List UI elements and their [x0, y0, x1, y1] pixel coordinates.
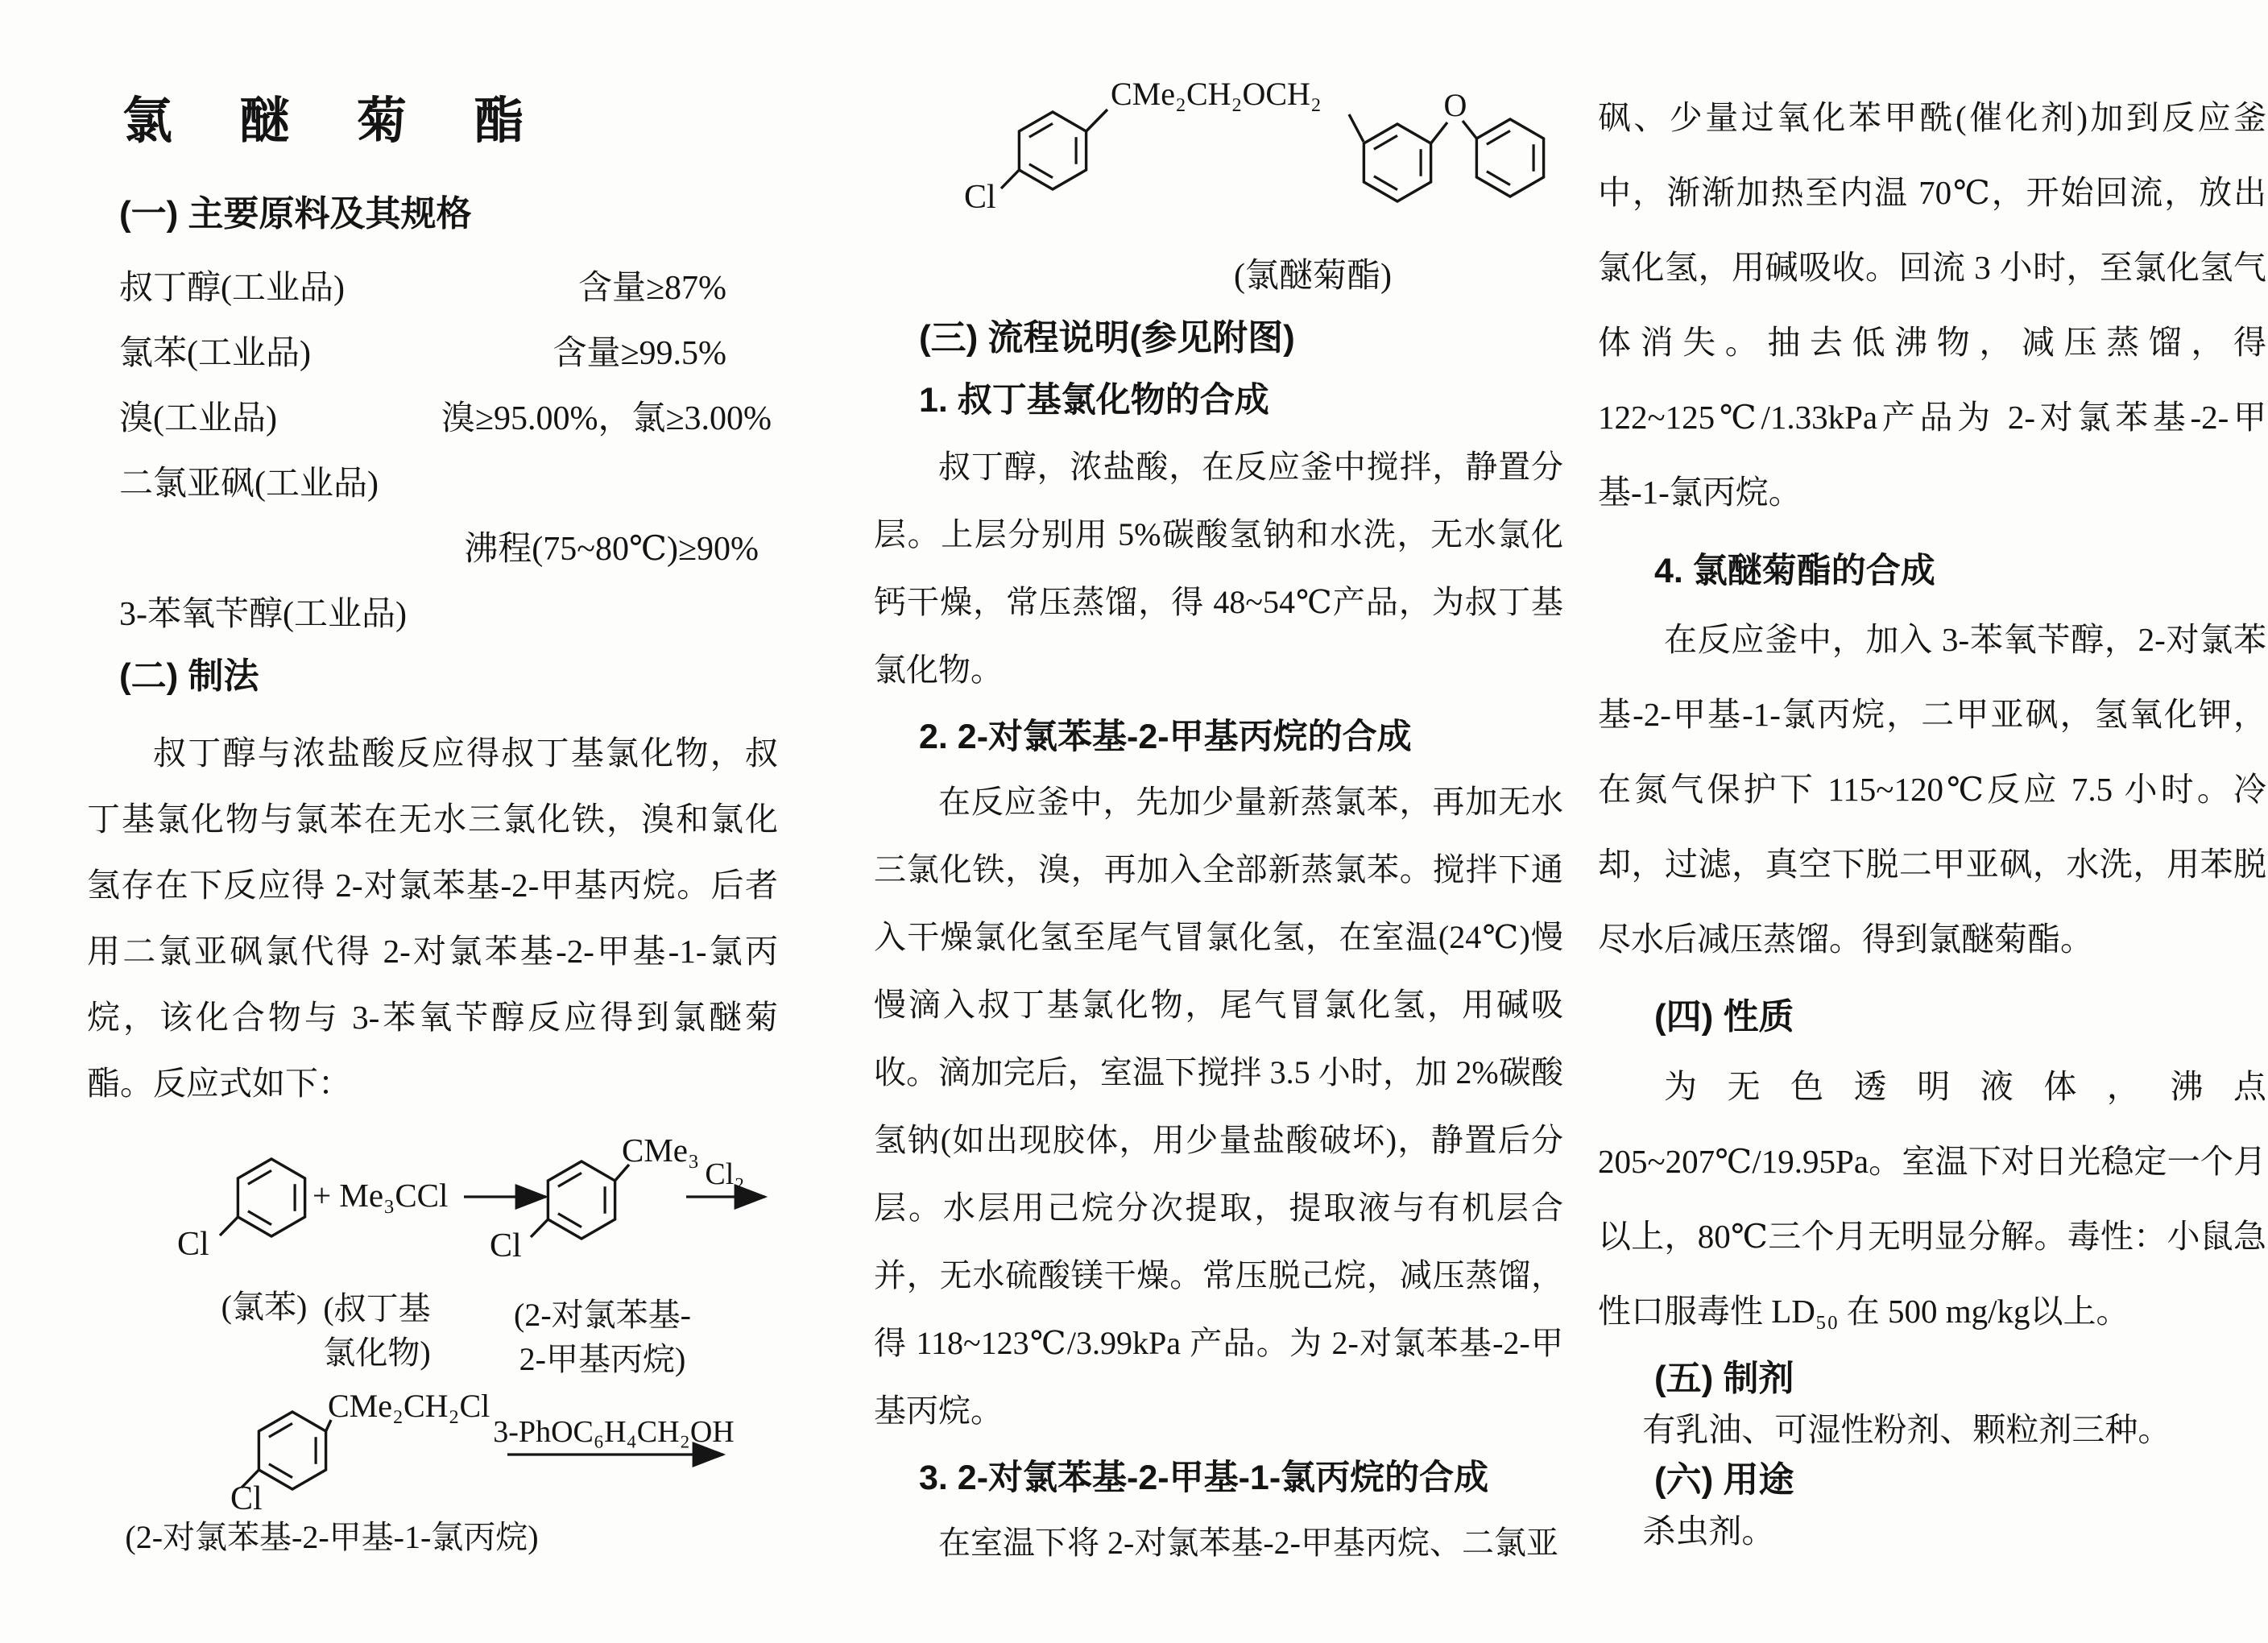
page-title: 氯 醚 菊 酯 — [122, 94, 552, 149]
right-column — [1598, 0, 2266, 1557]
spec-row — [87, 256, 778, 321]
spec-row — [87, 321, 778, 387]
bond — [531, 1219, 548, 1237]
step1-title: 1. 叔丁基氯化物的合成 — [919, 381, 1269, 420]
compound-caption: (2-对氯苯基-2-甲基-1-氯丙烷) — [125, 1519, 539, 1555]
bond — [1349, 114, 1364, 142]
material-name: 二氯亚砜(工业品) — [119, 466, 379, 503]
material-name: 氯苯(工业品) — [119, 335, 311, 372]
step1-paragraph: 叔丁醇，浓盐酸，在反应釜中搅拌，静置分层。上层分别用 5%碳酸氢钠和水洗，无水氯化钙干燥，常压蒸馏，得 48~54℃产品，为叔丁基氯化物。 — [874, 449, 1563, 688]
benzene-ring — [1364, 124, 1430, 201]
bond — [1086, 110, 1107, 131]
compound-caption: (叔丁基 — [323, 1290, 431, 1326]
ether-oxygen-label: O — [1443, 87, 1467, 123]
spec-row — [87, 387, 778, 452]
formulations-paragraph: 有乳油、可湿性粉剂、颗粒剂三种。 — [1642, 1411, 2171, 1448]
material-name: 3-苯氧苄醇(工业品) — [119, 596, 407, 633]
bond — [1001, 170, 1019, 188]
reagent-label: + Me₃CCl — [312, 1177, 449, 1214]
compound-caption: (氯苯) — [221, 1289, 308, 1325]
material-spec: 溴≥95.00%，氯≥3.00% — [441, 400, 772, 437]
heading-method: (二) 制法 — [119, 656, 259, 696]
method-paragraph: 叔丁醇与浓盐酸反应得叔丁基氯化物，叔丁基氯化物与氯苯在无水三氯化铁，溴和氯化氢存在下反应得 2-对氯苯基-2-甲基丙烷。后者用二氯亚砜氯代得 2-对氯苯基-2-甲基-1-氯丙烷，该化合物与 3-苯氧苄醇反应得到氯醚菊酯。反应式如下： — [87, 735, 778, 1102]
spec-row — [87, 452, 778, 517]
heading-uses: (六) 用途 — [1654, 1460, 1794, 1500]
cl-substituent-label: Cl — [177, 1226, 209, 1263]
arrow-reagent-label: 3-PhOC₆H₄CH₂OH — [493, 1415, 735, 1449]
uses-paragraph: 杀虫剂。 — [1642, 1513, 1775, 1550]
left-column — [87, 0, 778, 1591]
cl-substituent-label: Cl — [964, 179, 996, 216]
material-name: 叔丁醇(工业品) — [119, 270, 345, 307]
step2-paragraph: 在反应釜中，先加少量新蒸氯苯，再加无水三氯化铁，溴，再加入全部新蒸氯苯。搅拌下通入干燥氯化氢至尾气冒氯化氢，在室温(24℃)慢慢滴入叔丁基氯化物，尾气冒氯化氢，用碱吸收。滴加完后，室温下搅拌 3.5 小时，加 2%碳酸氢钠(如出现胶体，用少量盐酸破坏)，静置后分层。水层用己烷分次提取，提取液与有机层合并，无水硫酸镁干燥。常压脱己烷，减压蒸馏，得 118~123℃/3.99kPa 产品。为 2-对氯苯基-2-甲基丙烷。 — [874, 784, 1563, 1429]
material-spec: 含量≥87% — [577, 270, 726, 307]
step2-title: 2. 2-对氯苯基-2-甲基丙烷的合成 — [919, 718, 1412, 756]
compound-caption: 氯化物) — [323, 1335, 431, 1371]
bond — [1463, 121, 1476, 139]
cl-substituent-label: Cl — [490, 1227, 522, 1264]
chemical-structure-main — [874, 35, 1563, 303]
benzene-ring — [1476, 119, 1543, 197]
step3-continued-paragraph: 砜、少量过氧化苯甲酰(催化剂)加到反应釜中，渐渐加热至内温 70℃，开始回流，放出氯化氢，用碱吸收。回流 3 小时，至氯化氢气体消失。抽去低沸物，减压蒸馏，得 122~125℃/1.33kPa产品为 2-对氯苯基-2-甲基-1-氯丙烷。 — [1598, 99, 2266, 511]
step4-title: 4. 氯醚菊酯的合成 — [1654, 552, 1935, 590]
bond — [1431, 122, 1447, 143]
material-spec: 含量≥99.5% — [553, 335, 726, 372]
cme3-substituent-label: CMe₃ — [622, 1132, 700, 1169]
chemical-reaction-2 — [87, 1382, 778, 1591]
material-spec: 沸程(75~80℃)≥90% — [464, 531, 759, 568]
compound-caption: (2-对氯苯基- — [514, 1297, 691, 1333]
compound-caption: 2-甲基丙烷) — [519, 1341, 686, 1377]
benzene-ring — [1019, 112, 1086, 189]
step3-title: 3. 2-对氯苯基-2-甲基-1-氯丙烷的合成 — [919, 1459, 1489, 1497]
properties-paragraph: 为无色透明液体，沸点 205~207℃/19.95Pa。室温下对日光稳定一个月以上，80℃三个月无明显分解。毒性：小鼠急性口服毒性 LD₅₀ 在 500 mg/kg以上。 — [1598, 1068, 2266, 1330]
benzene-ring — [548, 1161, 615, 1239]
side-chain-label: CMe₂CH₂Cl — [328, 1388, 490, 1424]
structure-caption: (氯醚菊酯) — [1234, 258, 1392, 295]
middle-column — [874, 0, 1563, 1577]
heading-materials: (一) 主要原料及其规格 — [119, 194, 472, 234]
material-name: 溴(工业品) — [119, 400, 277, 437]
cl-substituent-label: Cl — [230, 1480, 263, 1517]
chain-label: CMe₂CH₂OCH₂ — [1111, 76, 1322, 112]
materials-spec-list — [87, 256, 778, 648]
benzene-ring — [238, 1159, 304, 1236]
benzene-ring — [259, 1412, 325, 1489]
step3-paragraph: 在室温下将 2-对氯苯基-2-甲基丙烷、二氯亚 — [938, 1525, 1558, 1561]
step4-paragraph: 在反应釜中，加入 3-苯氧苄醇，2-对氯苯基-2-甲基-1-氯丙烷，二甲亚砜，氢氧化钾，在氮气保护下 115~120℃反应 7.5 小时。冷却，过滤，真空下脱二甲亚砜，水洗，用苯脱尽水后减压蒸馏。得到氯醚菊酯。 — [1598, 621, 2266, 958]
spec-row — [87, 517, 778, 582]
chemical-reaction-1 — [87, 1116, 778, 1382]
heading-formulations: (五) 制剂 — [1654, 1359, 1794, 1398]
spec-row — [87, 582, 778, 648]
bond — [220, 1217, 238, 1235]
cl2-reagent-label: Cl₂ — [705, 1157, 745, 1191]
heading-properties: (四) 性质 — [1654, 997, 1794, 1037]
heading-process: (三) 流程说明(参见附图) — [919, 318, 1295, 358]
